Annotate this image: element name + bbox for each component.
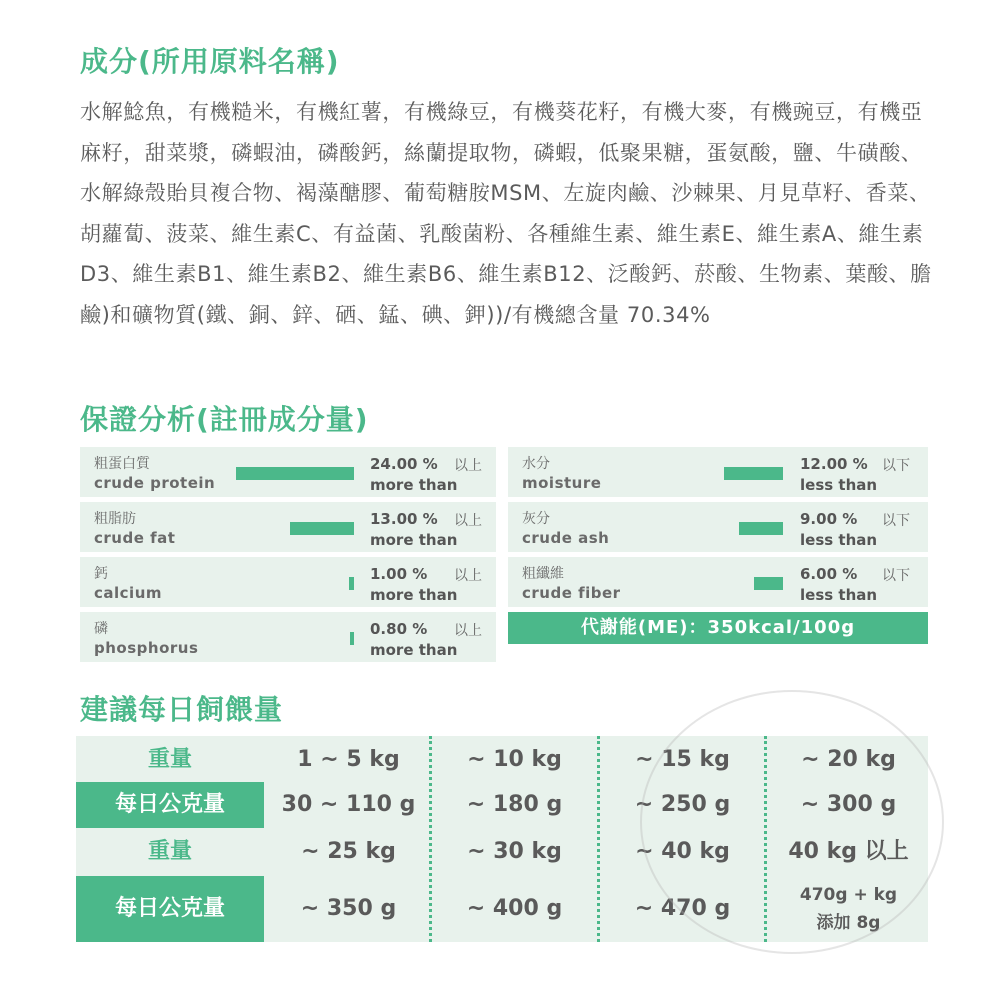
table-row <box>76 828 928 876</box>
nutrient-bar <box>754 577 783 590</box>
table-row <box>76 782 928 828</box>
nutrient-relation: more than <box>370 531 458 549</box>
nutrient-bar <box>236 467 354 480</box>
amount-cell: 30 ~ 110 g <box>281 792 416 817</box>
amount-cell: ~ 470 g <box>634 896 731 921</box>
extra-line: 添加 8g <box>816 913 881 933</box>
analysis-row-phosphorus <box>80 612 496 662</box>
analysis-row-fat <box>80 502 496 552</box>
amount-cell: ~ 250 g <box>634 792 731 817</box>
nutrient-en: crude fat <box>94 529 176 547</box>
nutrient-value: 6.00 % <box>800 565 858 583</box>
weight-cell: 1 ~ 5 kg <box>297 747 400 772</box>
feeding-title: 建議每日飼餵量 <box>80 693 284 726</box>
weight-cell: ~ 30 kg <box>467 839 562 864</box>
table-row <box>76 736 928 782</box>
weight-label: 重量 <box>76 828 264 876</box>
nutrient-qualifier: 以上 <box>454 568 482 584</box>
weight-cell: ~ 15 kg <box>635 747 730 772</box>
analysis-row-fiber <box>508 557 928 607</box>
analysis-row-calcium <box>80 557 496 607</box>
nutrient-en: crude protein <box>94 474 216 492</box>
nutrient-qualifier: 以下 <box>882 513 910 529</box>
nutrient-en: calcium <box>94 584 162 602</box>
nutrient-en: crude ash <box>522 529 610 547</box>
weight-cell: ~ 40 kg <box>635 839 730 864</box>
nutrient-value: 1.00 % <box>370 565 428 583</box>
nutrient-zh: 粗纖維 <box>522 566 564 582</box>
nutrient-value: 12.00 % <box>800 455 868 473</box>
nutrient-zh: 水分 <box>522 456 550 472</box>
amount-cell-extra <box>766 881 931 937</box>
nutrient-bar <box>349 577 354 590</box>
nutrient-zh: 粗脂肪 <box>94 511 136 527</box>
analysis-title: 保證分析(註冊成分量) <box>80 403 369 436</box>
extra-line: 470g + kg <box>799 885 898 905</box>
analysis-row-moisture <box>508 447 928 497</box>
amount-label: 每日公克量 <box>76 876 264 942</box>
feeding-table <box>76 736 928 942</box>
nutrient-zh: 灰分 <box>522 511 550 527</box>
nutrient-relation: more than <box>370 641 458 659</box>
nutrient-qualifier: 以下 <box>882 458 910 474</box>
nutrient-value: 13.00 % <box>370 510 438 528</box>
nutrient-relation: less than <box>800 586 878 604</box>
nutrient-qualifier: 以上 <box>454 513 482 529</box>
analysis-row-ash <box>508 502 928 552</box>
nutrient-qualifier: 以上 <box>454 623 482 639</box>
ingredients-text: 水解鯰魚，有機糙米，有機紅薯，有機綠豆，有機葵花籽，有機大麥，有機豌豆，有機亞麻籽，甜菜漿，磷蝦油，磷酸鈣，絲蘭提取物，磷蝦，低聚果糖，蛋氨酸，鹽、牛磺酸、水解綠殼貽貝複合物、褐藻醣膠、葡萄糖胺MSM、左旋肉鹼、沙棘果、月見草籽、香菜、胡蘿蔔、菠菜、維生素C、有益菌、乳酸菌粉、各種維生素、維生素E、維生素A、維生素D3、維生素B1、維生素B2、維生素B6、維生素B12、泛酸鈣、菸酸、生物素、葉酸、膽鹼)和礦物質(鐵、銅、鋅、硒、錳、碘、鉀))/有機總含量 70.34% <box>80 100 932 327</box>
nutrient-zh: 粗蛋白質 <box>94 456 150 472</box>
nutrient-bar <box>739 522 783 535</box>
weight-cell: ~ 10 kg <box>467 747 562 772</box>
nutrient-value: 0.80 % <box>370 620 428 638</box>
nutrient-value: 9.00 % <box>800 510 858 528</box>
amount-label: 每日公克量 <box>76 782 264 828</box>
nutrient-qualifier: 以下 <box>882 568 910 584</box>
nutrient-zh: 鈣 <box>94 566 108 582</box>
amount-cell: ~ 300 g <box>800 792 897 817</box>
table-row <box>76 876 928 942</box>
nutrient-en: phosphorus <box>94 639 199 657</box>
weight-cell: ~ 25 kg <box>301 839 396 864</box>
nutrient-relation: less than <box>800 476 878 494</box>
amount-cell: ~ 400 g <box>466 896 563 921</box>
nutrient-bar <box>290 522 354 535</box>
weight-cell: ~ 20 kg <box>801 747 896 772</box>
metabolizable-energy: 代謝能(ME)：350kcal/100g <box>508 612 928 644</box>
nutrient-en: moisture <box>522 474 602 492</box>
nutrient-zh: 磷 <box>94 621 108 637</box>
nutrient-relation: more than <box>370 586 458 604</box>
nutrient-en: crude fiber <box>522 584 621 602</box>
weight-label: 重量 <box>76 736 264 782</box>
nutrient-relation: less than <box>800 531 878 549</box>
nutrient-bar <box>350 632 354 645</box>
amount-cell: ~ 350 g <box>300 896 397 921</box>
analysis-row-protein <box>80 447 496 497</box>
ingredients-title: 成分(所用原料名稱) <box>80 45 340 78</box>
nutrient-qualifier: 以上 <box>454 458 482 474</box>
nutrient-value: 24.00 % <box>370 455 438 473</box>
weight-cell: 40 kg 以上 <box>788 839 909 864</box>
nutrient-relation: more than <box>370 476 458 494</box>
amount-cell: ~ 180 g <box>466 792 563 817</box>
nutrient-bar <box>724 467 783 480</box>
